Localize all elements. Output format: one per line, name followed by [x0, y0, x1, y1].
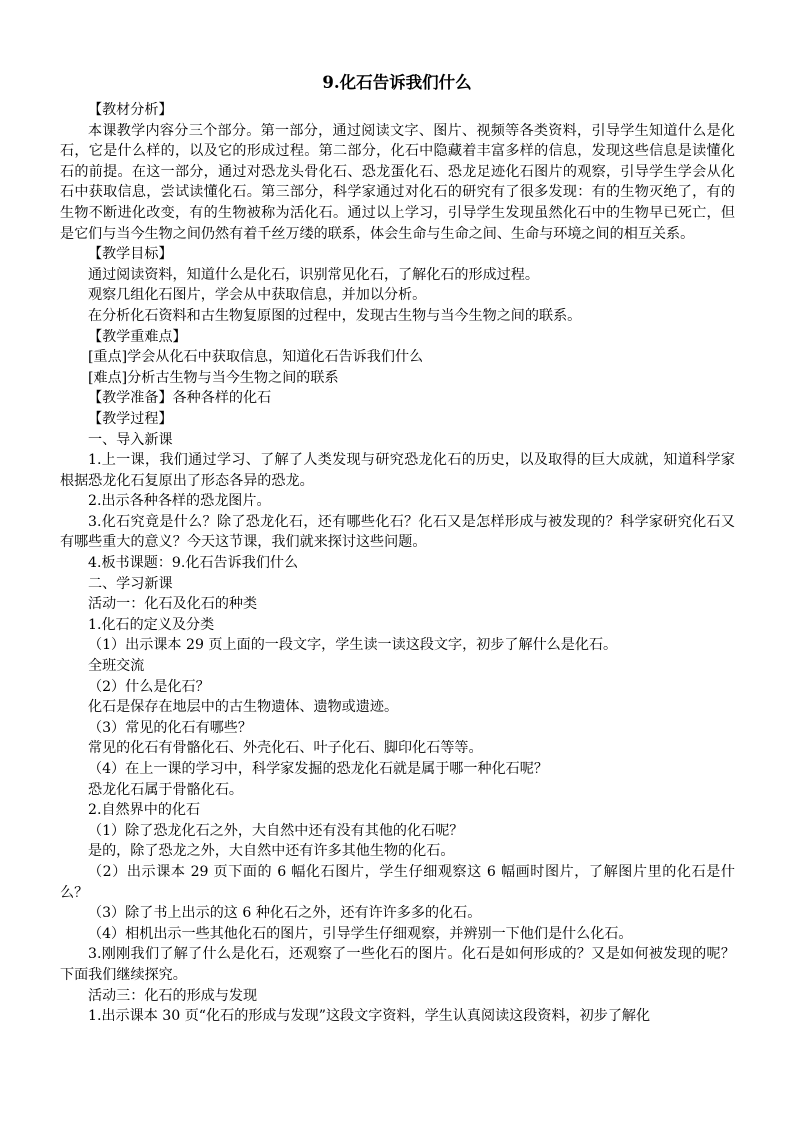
paragraph: 全班交流	[88, 658, 145, 675]
paragraph: （2）什么是化石？	[88, 678, 210, 695]
paragraph: [难点]分析古生物与当今生物之间的联系	[88, 369, 339, 386]
paragraph: 一、导入新课	[88, 431, 173, 448]
paragraph: 恐龙化石属于骨骼化石。	[88, 781, 244, 798]
paragraph: 1.化石的定义及分类	[88, 616, 215, 633]
paragraph: 常见的化石有骨骼化石、外壳化石、叶子化石、脚印化石等等。	[88, 740, 483, 757]
paragraph: 【教材分析】	[88, 102, 173, 118]
paragraph: 本课教学内容分三个部分。第一部分，通过阅读文字、图片、视频等各类资料，引导学生知道什么是化石，它是什么样的，以及它的形成过程。第二部分，化石中隐藏着丰富多样的信息，发现这些信息是读懂化石的前提。在这一部分，通过对恐龙头骨化石、恐龙蛋化石、恐龙足迹化石图片的观察，引导学生学会从化石中获取信息，尝试读懂化石。第三部分，科学家通过对化石的研究有了很多发现：有的生物灭绝了，有的生物不断进化改变，有的生物被称为活化石。通过以上学习，引导学生发现虽然化石中的生物早已死亡，但是它们与当今生物之间仍然有着千丝万缕的联系，体会生命与生命之间、生命与环境之间的相互关系。	[60, 122, 735, 242]
document-title: 9.化石告诉我们什么	[322, 73, 472, 92]
document-body	[60, 100, 735, 1027]
paragraph: 【教学重难点】	[88, 328, 187, 345]
paragraph: （1）出示课本 29 页上面的一段文字，学生读一读这段文字，初步了解什么是化石。	[88, 637, 618, 654]
paragraph: 3.刚刚我们了解了什么是化石，还观察了一些化石的图片。化石是如何形成的？又是如何被发现的呢？下面我们继续探究。	[60, 946, 735, 983]
paragraph: 观察几组化石图片，学会从中获取信息，并加以分析。	[88, 287, 427, 304]
paragraph: （2）出示课本 29 页下面的 6 幅化石图片，学生仔细观察这 6 幅画时图片，了解图片里的化石是什么？	[60, 863, 735, 901]
paragraph: 【教学目标】	[88, 246, 173, 263]
paragraph: 1.出示课本 30 页“化石的形成与发现”这段文字资料，学生认真阅读这段资料，初步了解化	[88, 1008, 651, 1025]
paragraph: 二、学习新课	[88, 575, 173, 592]
paragraph: 1.上一课，我们通过学习、了解了人类发现与研究恐龙化石的历史，以及取得的巨大成就，知道科学家根据恐龙化石复原出了形态各异的恐龙。	[60, 452, 735, 489]
paragraph: 【教学过程】	[88, 410, 173, 427]
paragraph: （1）除了恐龙化石之外，大自然中还有没有其他的化石呢？	[88, 822, 464, 839]
paragraph: 2.自然界中的化石	[88, 802, 201, 819]
paragraph: 4.板书课题：9.化石告诉我们什么	[88, 555, 299, 572]
paragraph: 是的，除了恐龙之外，大自然中还有许多其他生物的化石。	[88, 843, 455, 860]
paragraph: （4）相机出示一些其他化石的图片，引导学生仔细观察，并辨别一下他们是什么化石。	[88, 925, 633, 942]
paragraph: （3）常见的化石有哪些？	[88, 719, 252, 736]
paragraph: 3.化石究竟是什么？除了恐龙化石，还有哪些化石？化石又是怎样形成与被发现的？科学家研究化石又有哪些重大的意义？今天这节课，我们就来探讨这些问题。	[60, 513, 735, 551]
paragraph: 2.出示各种各样的恐龙图片。	[88, 493, 271, 510]
paragraph: 化石是保存在地层中的古生物遗体、遗物或遗迹。	[88, 699, 399, 716]
paragraph: （4）在上一课的学习中，科学家发掘的恐龙化石就是属于哪一种化石呢？	[88, 761, 548, 777]
paragraph: 活动三：化石的形成与发现	[88, 987, 258, 1004]
paragraph: 【教学准备】各种各样的化石	[88, 390, 272, 407]
paragraph: [重点]学会从化石中获取信息，知道化石告诉我们什么	[88, 349, 424, 366]
paragraph: 通过阅读资料，知道什么是化石，识别常见化石，了解化石的形成过程。	[88, 266, 539, 283]
paragraph: 在分析化石资料和古生物复原图的过程中，发现古生物与当今生物之间的联系。	[88, 307, 582, 324]
paragraph: （3）除了书上出示的这 6 种化石之外，还有许许多多的化石。	[88, 905, 482, 922]
paragraph: 活动一：化石及化石的种类	[88, 596, 258, 613]
